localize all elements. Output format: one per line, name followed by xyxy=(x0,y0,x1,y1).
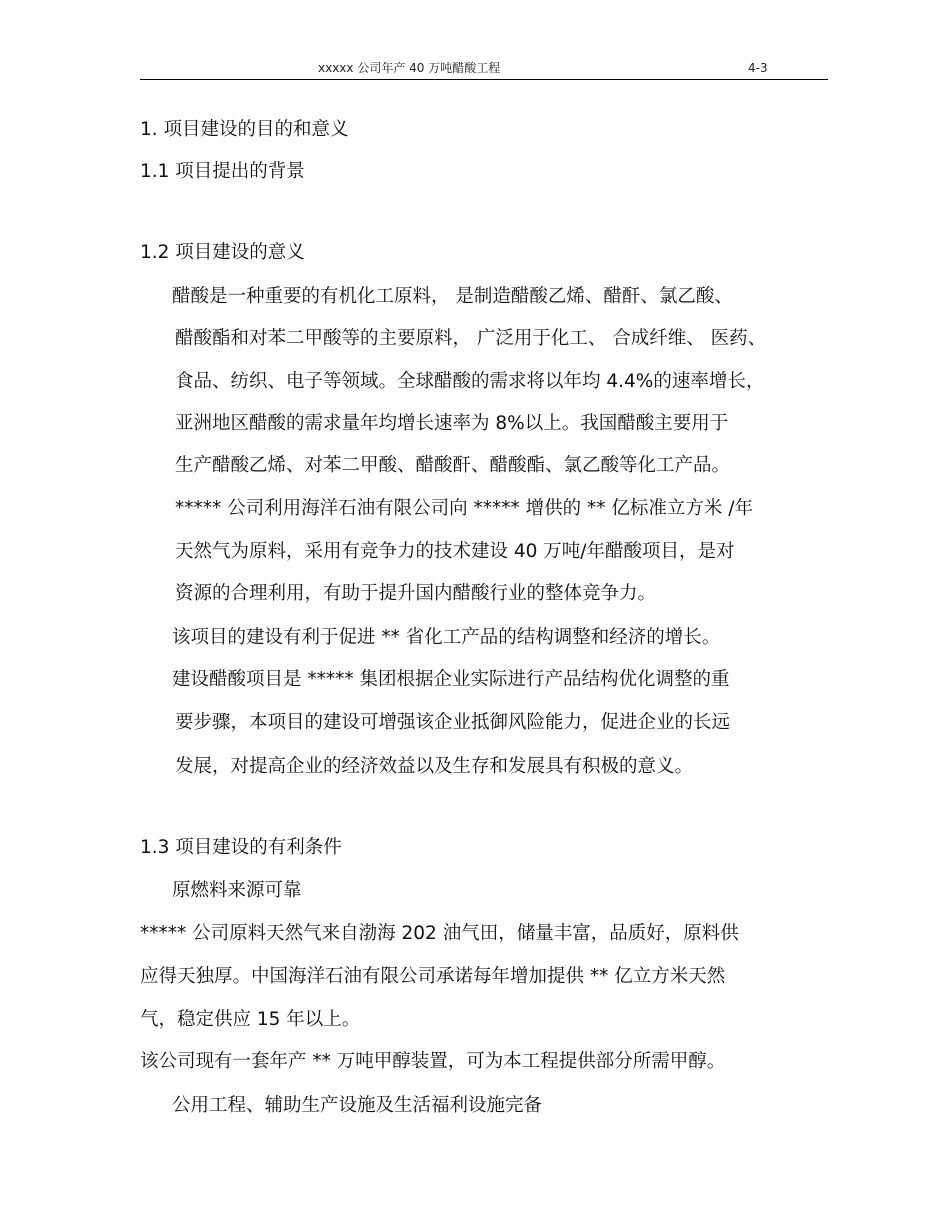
paragraph-line: 该公司现有一套年产 ** 万吨甲醇装置，可为本工程提供部分所需甲醇。 xyxy=(140,1051,726,1072)
page-number: 4-3 xyxy=(748,61,768,75)
paragraph-line: 食品、纺织、电子等领域。全球醋酸的需求将以年均 4.4%的速率增长， xyxy=(175,371,765,392)
paragraph-line: 发展，对提高企业的经济效益以及生存和发展具有积极的意义。 xyxy=(175,756,694,777)
section-heading-1-1: 1.1 项目提出的背景 xyxy=(140,161,305,182)
header-divider xyxy=(140,79,828,80)
paragraph-line: 资源的合理利用，有助于提升国内醋酸行业的整体竞争力。 xyxy=(175,583,657,604)
paragraph-line: 亚洲地区醋酸的需求量年均增长速率为 8%以上。我国醋酸主要用于 xyxy=(175,413,729,434)
subheading-raw-materials: 原燃料来源可靠 xyxy=(172,880,302,901)
paragraph-line: 建设醋酸项目是 ***** 集团根据企业实际进行产品结构优化调整的重 xyxy=(172,669,730,690)
paragraph-line: 应得天独厚。中国海洋石油有限公司承诺每年增加提供 ** 亿立方米天然 xyxy=(140,966,726,987)
paragraph-line: 醋酸酯和对苯二甲酸等的主要原料， 广泛用于化工、 合成纤维、 医药、 xyxy=(175,328,767,349)
paragraph-line: 生产醋酸乙烯、对苯二甲酸、醋酸酐、醋酸酯、氯乙酸等化工产品。 xyxy=(175,455,731,476)
paragraph-line: 要步骤，本项目的建设可增强该企业抵御风险能力，促进企业的长远 xyxy=(175,712,731,733)
subheading-public-facilities: 公用工程、辅助生产设施及生活福利设施完备 xyxy=(172,1095,543,1116)
section-heading-1-2: 1.2 项目建设的意义 xyxy=(140,242,305,263)
paragraph-line: 该项目的建设有利于促进 ** 省化工产品的结构调整和经济的增长。 xyxy=(172,627,721,648)
paragraph-line: 醋酸是一种重要的有机化工原料， 是制造醋酸乙烯、醋酐、氯乙酸、 xyxy=(172,286,733,307)
section-heading-1-3: 1.3 项目建设的有利条件 xyxy=(140,837,342,858)
paragraph-line: ***** 公司原料天然气来自渤海 202 油气田，储量丰富，品质好，原料供 xyxy=(140,923,739,944)
paragraph-line: ***** 公司利用海洋石油有限公司向 ***** 增供的 ** 亿标准立方米 /年 xyxy=(175,498,754,519)
paragraph-line: 天然气为原料，采用有竞争力的技术建设 40 万吨/年醋酸项目，是对 xyxy=(175,541,735,562)
paragraph-line: 气，稳定供应 15 年以上。 xyxy=(140,1009,361,1030)
running-header-title: xxxxx 公司年产 40 万吨醋酸工程 xyxy=(318,61,501,75)
section-heading-1: 1. 项目建设的目的和意义 xyxy=(140,119,349,140)
